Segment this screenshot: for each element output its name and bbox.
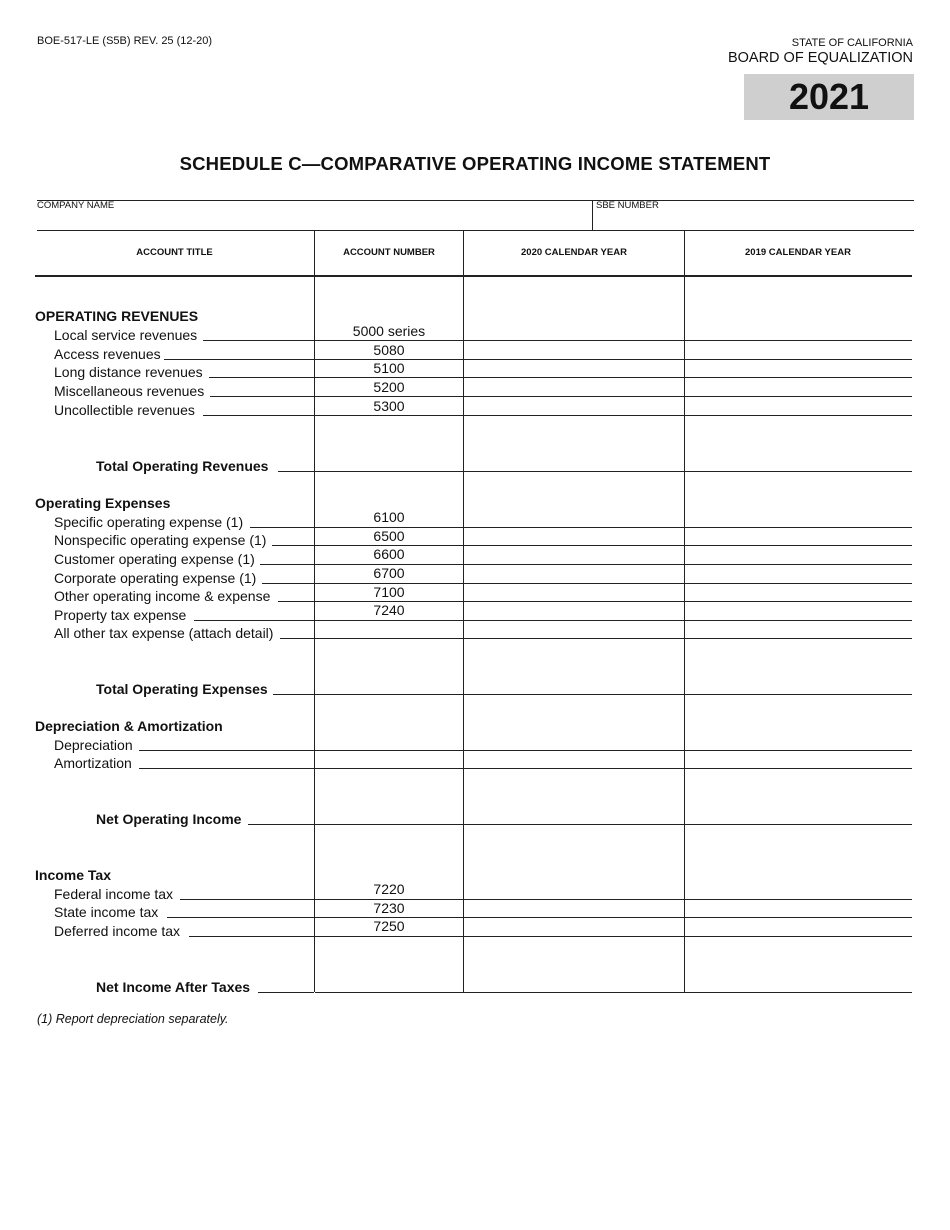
account-number: 7220 — [373, 881, 405, 897]
header-top-rule — [37, 230, 914, 231]
row-rule — [315, 824, 912, 825]
footnote: (1) Report depreciation separately. — [37, 1012, 229, 1026]
sbe-number-field[interactable]: SBE NUMBER — [596, 200, 659, 211]
year-badge: 2021 — [744, 74, 914, 120]
row-access — [54, 346, 167, 362]
col-2020: 2020 CALENDAR YEAR — [521, 247, 627, 258]
account-number: 5100 — [373, 360, 405, 376]
row-amortization — [54, 755, 138, 771]
row-rule — [463, 359, 912, 360]
row-label: Miscellaneous revenues — [54, 383, 210, 399]
row-state-tax — [54, 904, 164, 920]
row-label: Deferred income tax — [54, 923, 186, 939]
leader-line — [278, 471, 314, 472]
col-line-3 — [684, 230, 685, 992]
page-title: SCHEDULE C—COMPARATIVE OPERATING INCOME STATEMENT — [179, 153, 771, 174]
row-label: Federal income tax — [54, 886, 179, 902]
account-number: 5200 — [373, 379, 405, 395]
row-rule — [463, 377, 912, 378]
leader-line — [278, 601, 314, 602]
row-rule — [463, 396, 912, 397]
row-label: Customer operating expense (1) — [54, 551, 261, 567]
row-label: Other operating income & expense — [54, 588, 276, 604]
account-number: 5300 — [373, 398, 405, 414]
row-label: Long distance revenues — [54, 364, 209, 380]
row-federal-tax — [54, 886, 179, 902]
row-rule — [315, 415, 463, 416]
row-depreciation — [54, 737, 139, 753]
net-income-after-taxes: Net Income After Taxes — [96, 979, 251, 995]
account-number: 7250 — [373, 918, 405, 934]
row-label: Access revenues — [54, 346, 167, 362]
leader-line — [262, 583, 314, 584]
total-operating-expenses: Total Operating Expenses — [96, 681, 268, 697]
state-label: STATE OF CALIFORNIA — [791, 37, 913, 49]
row-customer-opex — [54, 551, 261, 567]
row-misc — [54, 383, 210, 399]
form-id: BOE-517-LE (S5B) REV. 25 (12-20) — [37, 35, 213, 47]
row-label: Uncollectible revenues — [54, 402, 201, 418]
row-rule — [315, 471, 463, 472]
account-number: 7100 — [373, 584, 405, 600]
section-depreciation: Depreciation & Amortization — [35, 718, 223, 734]
account-number: 5000 series — [352, 323, 426, 339]
col-line-2 — [463, 230, 464, 992]
account-number: 7240 — [373, 602, 405, 618]
row-rule — [315, 377, 463, 378]
row-other-operating — [54, 588, 276, 604]
row-rule — [315, 936, 912, 937]
col-account-number: ACCOUNT NUMBER — [343, 247, 435, 258]
leader-line — [248, 824, 314, 825]
row-uncollectible — [54, 402, 201, 418]
row-long-distance — [54, 364, 209, 380]
row-label: Corporate operating expense (1) — [54, 570, 262, 586]
row-label: State income tax — [54, 904, 164, 920]
leader-line — [280, 638, 314, 639]
account-number: 6500 — [373, 528, 405, 544]
total-operating-revenues: Total Operating Revenues — [96, 458, 269, 474]
row-label: All other tax expense (attach detail) — [54, 625, 279, 641]
row-rule — [315, 638, 912, 639]
header-bottom-rule — [35, 275, 912, 277]
board-label: BOARD OF EQUALIZATION — [727, 50, 913, 66]
row-rule — [315, 396, 463, 397]
row-label: Local service revenues — [54, 327, 203, 343]
leader-line — [210, 396, 314, 397]
row-label: Amortization — [54, 755, 138, 771]
leader-line — [189, 936, 314, 937]
leader-line — [272, 545, 314, 546]
leader-line — [258, 992, 314, 993]
row-label: Specific operating expense (1) — [54, 514, 249, 530]
row-property-tax — [54, 607, 192, 623]
row-label: Property tax expense — [54, 607, 192, 623]
row-label: Nonspecific operating expense (1) — [54, 532, 272, 548]
section-operating-expenses: Operating Expenses — [35, 495, 171, 511]
leader-line — [273, 694, 314, 695]
row-rule — [463, 340, 912, 341]
row-label: Depreciation — [54, 737, 139, 753]
account-number: 6700 — [373, 565, 405, 581]
account-number: 6600 — [373, 546, 405, 562]
leader-line — [209, 377, 314, 378]
leader-line — [260, 564, 314, 565]
row-rule — [315, 750, 912, 751]
account-number: 6100 — [373, 509, 405, 525]
net-operating-income: Net Operating Income — [96, 811, 242, 827]
section-income-tax: Income Tax — [35, 867, 111, 883]
leader-line — [164, 359, 314, 360]
account-number: 5080 — [373, 342, 405, 358]
company-name-field[interactable]: COMPANY NAME — [37, 200, 115, 211]
leader-line — [203, 340, 314, 341]
row-deferred-tax — [54, 923, 186, 939]
leader-line — [180, 899, 314, 900]
leader-line — [139, 750, 314, 751]
row-rule — [315, 694, 912, 695]
leader-line — [139, 768, 314, 769]
section-operating-revenues: OPERATING REVENUES — [35, 308, 199, 324]
field-top-rule — [37, 200, 914, 201]
row-rule — [463, 471, 912, 472]
account-number: 7230 — [373, 900, 405, 916]
leader-line — [194, 620, 314, 621]
row-specific-opex — [54, 514, 249, 530]
leader-line — [250, 527, 314, 528]
leader-line — [203, 415, 314, 416]
row-rule — [463, 415, 912, 416]
row-rule — [315, 992, 912, 993]
row-rule — [315, 768, 912, 769]
row-corporate-opex — [54, 570, 262, 586]
row-nonspecific-opex — [54, 532, 272, 548]
row-rule — [315, 620, 912, 621]
leader-line — [167, 917, 314, 918]
row-all-other-tax — [54, 625, 279, 641]
row-rule — [315, 340, 463, 341]
col-2019: 2019 CALENDAR YEAR — [745, 247, 851, 258]
field-divider — [592, 200, 593, 230]
col-account-title: ACCOUNT TITLE — [136, 247, 213, 258]
